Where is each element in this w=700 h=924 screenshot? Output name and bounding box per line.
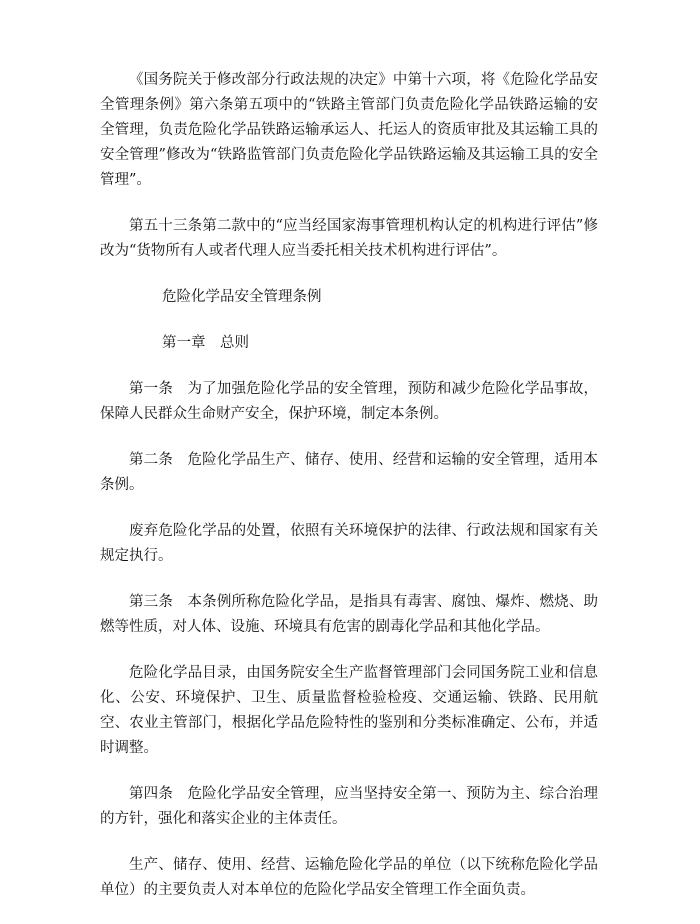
article-paragraph — [100, 377, 598, 427]
article-label: 第二条 — [129, 452, 173, 468]
article-text: 为了加强危险化学品的安全管理，预防和减少危险化学品事故，保障人民群众生命财产安全，保护环境，制定本条例。 — [100, 381, 598, 422]
article-paragraph — [100, 782, 598, 832]
article-label: 第四条 — [129, 786, 173, 802]
article-text: 废弃危险化学品的处置，依照有关环境保护的法律、行政法规和国家有关规定执行。 — [100, 523, 598, 564]
chapter-heading: 第一章 总则 — [162, 335, 249, 351]
article-text: 本条例所称危险化学品，是指具有毒害、腐蚀、爆炸、燃烧、助燃等性质，对人体、设施、环境具有危害的剧毒化学品和其他化学品。 — [100, 594, 598, 635]
document-body — [100, 68, 598, 924]
article-paragraph — [100, 661, 598, 761]
article-paragraph — [100, 448, 598, 498]
intro-paragraph: 第五十三条第二款中的“应当经国家海事管理机构认定的机构进行评估”修改为“货物所有人或者代理人应当委托相关技术机构进行评估”。 — [100, 218, 598, 259]
article-text: 生产、储存、使用、经营、运输危险化学品的单位（以下统称危险化学品单位）的主要负责人对本单位的危险化学品安全管理工作全面负责。 — [100, 857, 598, 898]
article-text: 危险化学品安全管理，应当坚持安全第一、预防为主、综合治理的方针，强化和落实企业的主体责任。 — [100, 786, 598, 827]
article-paragraph — [100, 853, 598, 903]
article-label: 第三条 — [129, 594, 173, 610]
article-paragraph — [100, 590, 598, 640]
intro-paragraph: 《国务院关于修改部分行政法规的决定》中第十六项，将《危险化学品安全管理条例》第六条第五项中的“铁路主管部门负责危险化学品铁路运输的安全管理，负责危险化学品铁路运输承运人、托运人的资质审批及其运输工具的安全管理”修改为“铁路监管部门负责危险化学品铁路运输及其运输工具的安全管理”。 — [100, 72, 598, 188]
article-paragraph — [100, 519, 598, 569]
article-text: 危险化学品目录，由国务院安全生产监督管理部门会同国务院工业和信息化、公安、环境保护、卫生、质量监督检验检疫、交通运输、铁路、民用航空、农业主管部门，根据化学品危险特性的鉴别和分类标准确定、公布，并适时调整。 — [100, 665, 598, 756]
regulation-title: 危险化学品安全管理条例 — [162, 289, 322, 305]
article-text: 危险化学品生产、储存、使用、经营和运输的安全管理，适用本条例。 — [100, 452, 598, 493]
article-label: 第一条 — [129, 381, 173, 397]
